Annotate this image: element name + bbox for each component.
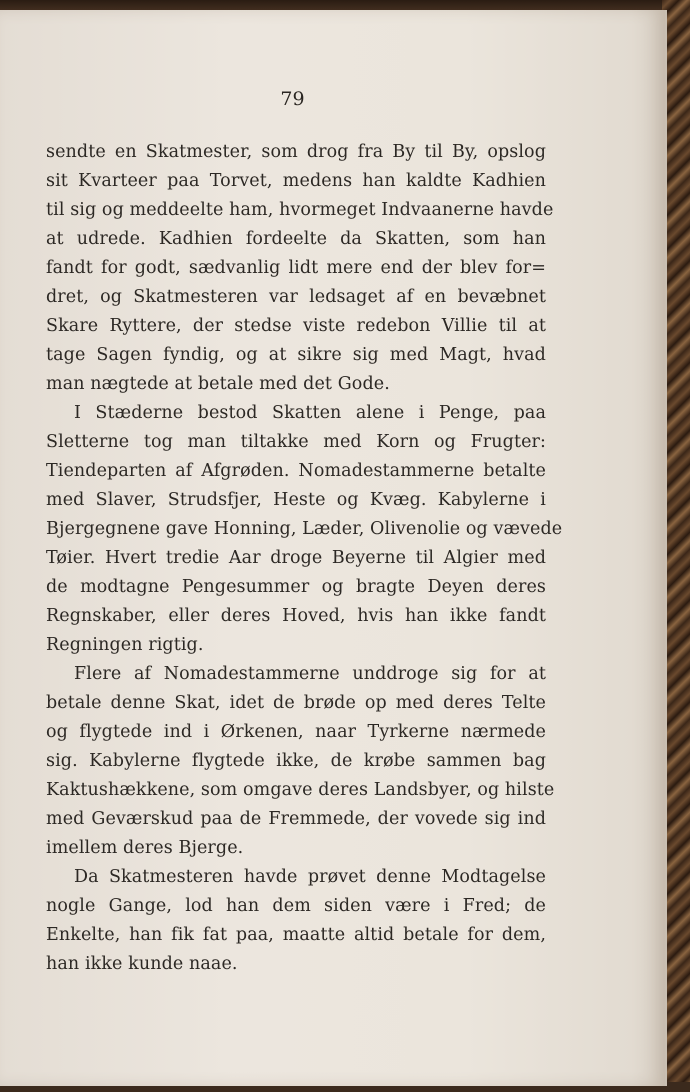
text-line: I Stæderne bestod Skatten alene i Penge, paa bbox=[74, 403, 546, 423]
text-line: at udrede. Kadhien fordeelte da Skatten, som han bbox=[46, 229, 546, 249]
text-line: sig. Kabylerne flygtede ikke, de krøbe sammen bag bbox=[46, 751, 546, 771]
page-number: 79 bbox=[280, 88, 305, 110]
text-line: Skare Ryttere, der stedse viste redebon Villie til at bbox=[46, 316, 546, 336]
text-line: sit Kvarteer paa Torvet, medens han kaldte Kadhien bbox=[46, 171, 546, 191]
text-line: og flygtede ind i Ørkenen, naar Tyrkerne nærmede bbox=[46, 722, 546, 742]
text-line: Kaktushækkene, som omgave deres Landsbyer, og hilste bbox=[46, 780, 555, 800]
text-line: de modtagne Pengesummer og bragte Deyen deres bbox=[46, 577, 546, 597]
text-line: Da Skatmesteren havde prøvet denne Modtagelse bbox=[74, 867, 546, 887]
book-page bbox=[0, 10, 667, 1086]
text-line: med Slaver, Strudsfjer, Heste og Kvæg. Kabylerne i bbox=[46, 490, 546, 510]
text-line: Tiendeparten af Afgrøden. Nomadestammerne betalte bbox=[46, 461, 546, 481]
text-line: til sig og meddeelte ham, hvormeget Indvaanerne havde bbox=[46, 200, 554, 220]
text-line: betale denne Skat, idet de brøde op med deres Telte bbox=[46, 693, 546, 713]
text-line: dret, og Skatmesteren var ledsaget af en bevæbnet bbox=[46, 287, 546, 307]
text-line: Bjergegnene gave Honning, Læder, Olivenolie og vævede bbox=[46, 519, 563, 539]
text-line: Sletterne tog man tiltakke med Korn og Frugter: bbox=[46, 432, 546, 452]
text-line: sendte en Skatmester, som drog fra By til By, opslog bbox=[46, 142, 546, 162]
text-line: Regnskaber, eller deres Hoved, hvis han ikke fandt bbox=[46, 606, 546, 626]
text-line: fandt for godt, sædvanlig lidt mere end der blev for= bbox=[46, 258, 546, 278]
text-line: imellem deres Bjerge. bbox=[46, 838, 244, 858]
text-line: nogle Gange, lod han dem siden være i Fred; de bbox=[46, 896, 546, 916]
text-line: med Geværskud paa de Fremmede, der vovede sig ind bbox=[46, 809, 546, 829]
text-line: Tøier. Hvert tredie Aar droge Beyerne til Algier med bbox=[46, 548, 546, 568]
text-line: Regningen rigtig. bbox=[46, 635, 204, 655]
text-line: Flere af Nomadestammerne unddroge sig for at bbox=[74, 664, 546, 684]
text-line: Enkelte, han fik fat paa, maatte altid betale for dem, bbox=[46, 925, 546, 945]
text-line: man nægtede at betale med det Gode. bbox=[46, 374, 390, 394]
text-line: han ikke kunde naae. bbox=[46, 954, 238, 974]
text-line: tage Sagen fyndig, og at sikre sig med Magt, hvad bbox=[46, 345, 546, 365]
page-body-text bbox=[46, 138, 563, 979]
